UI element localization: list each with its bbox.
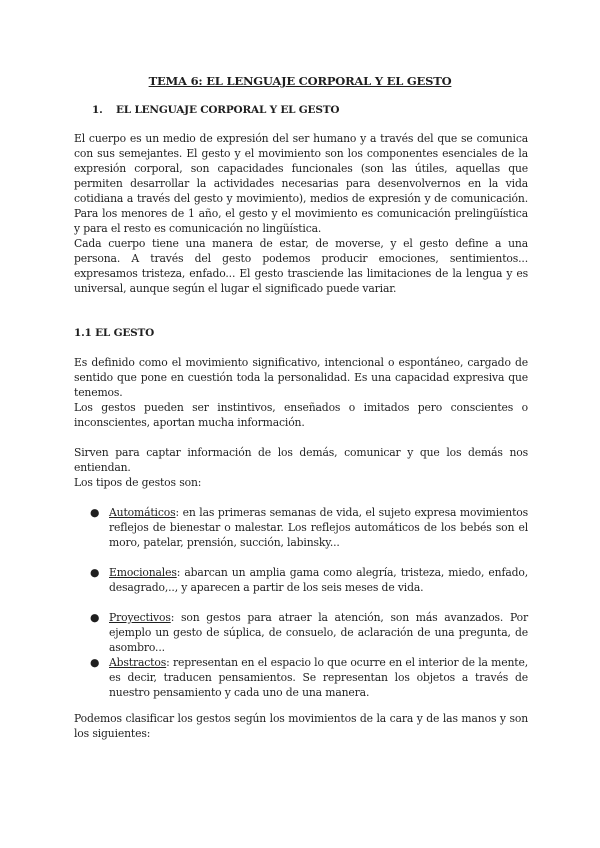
list-item-automaticos bbox=[90, 505, 528, 550]
desc-abstractos: : representan en el espacio lo que ocurre en el interior de la mente, es decir, traducen pensamientos. Se representan los objetos a través de nuestro pensamiento y cada uno de una manera. bbox=[109, 656, 528, 699]
document-title: TEMA 6: EL LENGUAJE CORPORAL Y EL GESTO bbox=[148, 74, 452, 88]
paragraph-classification: Podemos clasificar los gestos según los movimientos de la cara y de las manos y son los siguientes: bbox=[74, 712, 528, 740]
paragraph-body-expression: El cuerpo es un medio de expresión del ser humano y a través del que se comunica con sus semejantes. El gesto y el movimiento son los componentes esenciales de la expresión corporal, son capacidades funcionales (son las útiles, aquellas que permiten desarrollar la actividades necesarias para desenvolvernos en la vida cotidiana a través del gesto y movimiento), medios de expresión y de comunicación. Para los menores de 1 año, el gesto y el movimiento es comunicación prelingüística y para el resto es comunicación no lingüística. bbox=[74, 132, 528, 235]
bullet-icon: ● bbox=[90, 566, 100, 579]
desc-emocionales: : abarcan un amplia gama como alegría, tristeza, miedo, enfado, desagrado,.., y aparecen a partir de los seis meses de vida. bbox=[109, 566, 528, 594]
paragraph-gesture-definition: Es definido como el movimiento significativo, intencional o espontáneo, cargado de sentido que pone en cuestión toda la personalidad. Es una capacidad expresiva que tenemos. bbox=[74, 356, 528, 399]
section-1-heading bbox=[92, 104, 339, 116]
term-emocionales: Emocionales bbox=[109, 566, 177, 579]
desc-automaticos: : en las primeras semanas de vida, el sujeto expresa movimientos reflejos de bienestar o malestar. Los reflejos automáticos de los bebés son el moro, patelar, prensión, succión, labinsky... bbox=[109, 506, 528, 549]
paragraph-gesture-types-intro: Los tipos de gestos son: bbox=[74, 476, 202, 489]
term-automaticos: Automáticos bbox=[109, 506, 176, 519]
section-1-number: 1. bbox=[92, 104, 103, 116]
paragraph-gesture-kinds: Los gestos pueden ser instintivos, enseñados o imitados pero conscientes o inconscientes, aportan mucha información. bbox=[74, 401, 528, 429]
section-1-heading-text: EL LENGUAJE CORPORAL Y EL GESTO bbox=[116, 104, 340, 116]
term-proyectivos: Proyectivos bbox=[109, 611, 171, 624]
section-1-1-heading: 1.1 EL GESTO bbox=[74, 327, 155, 339]
list-item-abstractos bbox=[90, 655, 528, 700]
paragraph-gesture-purpose: Sirven para captar información de los demás, comunicar y que los demás nos entiendan. bbox=[74, 446, 528, 474]
term-abstractos: Abstractos bbox=[109, 656, 167, 669]
desc-proyectivos: : son gestos para atraer la atención, son más avanzados. Por ejemplo un gesto de súplica, de consuelo, de aclaración de una pregunta, de asombro... bbox=[109, 611, 528, 654]
bullet-icon: ● bbox=[90, 611, 100, 624]
list-item-proyectivos bbox=[90, 610, 528, 655]
bullet-icon: ● bbox=[90, 506, 100, 519]
bullet-icon: ● bbox=[90, 656, 100, 669]
list-item-emocionales bbox=[90, 565, 528, 595]
paragraph-body-manner: Cada cuerpo tiene una manera de estar, de moverse, y el gesto define a una persona. A través del gesto podemos producir emociones, sentimientos... expresamos tristeza, enfado... El gesto trasciende las limitaciones de la lengua y es universal, aunque según el lugar el significado puede variar. bbox=[74, 237, 528, 295]
